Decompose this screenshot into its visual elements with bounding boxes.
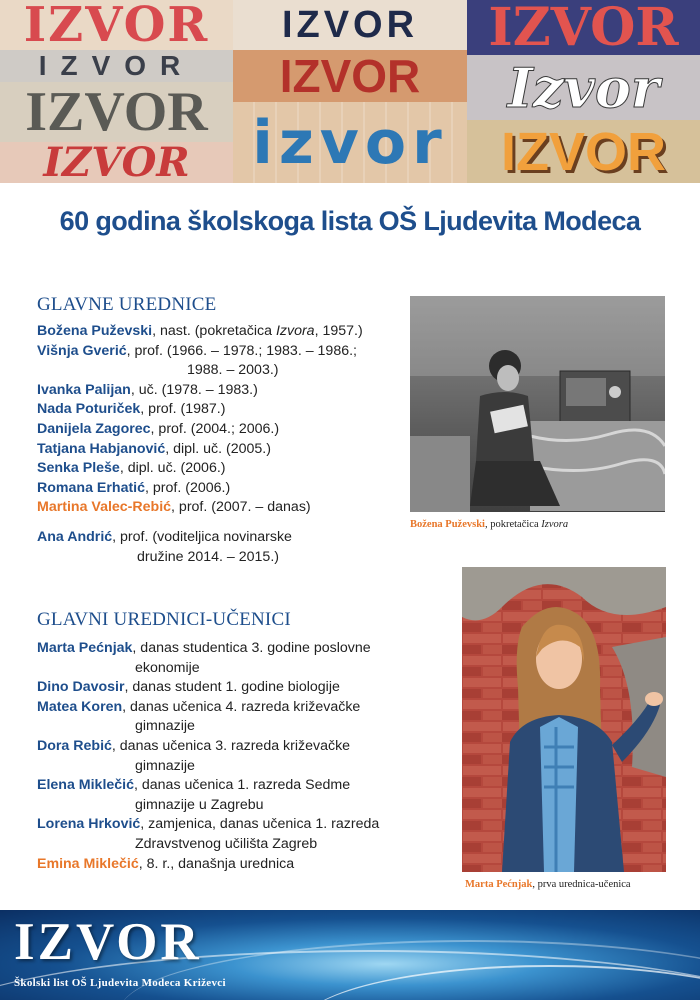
student-name: Dino Davosir [37,679,125,696]
list-item [37,815,457,854]
collage-panel-left [0,0,233,183]
list-item [37,440,397,460]
student-name: Emina Miklečić [37,855,139,872]
editor-details: , prof. (1987.) [140,401,226,418]
logo-variant: Izvor [467,55,700,120]
student-details-continued: Zdravstvenog učilišta Zagreb [135,835,318,852]
student-details-continued: gimnazije [135,757,195,774]
photo-bozena-puzevski [410,296,665,512]
collage-panel-middle [233,0,467,183]
student-details: , danas student 1. godine biologije [124,679,340,696]
editor-name: Martina Valec-Rebić [37,499,172,516]
editor-name: Višnja Gverić [37,342,127,359]
editor-name: Ana Andrić [37,528,113,545]
list-item-current [37,498,397,518]
caption-text: , prva urednica-učenica [532,879,631,890]
list-item [37,698,457,737]
editor-details: , prof. (2004.; 2006.) [150,420,280,437]
student-name: Elena Miklečić [37,777,134,794]
section-heading-students: GLAVNI UREDNICI-UČENICI [37,609,291,630]
editors-list [37,322,397,567]
caption-text: , pokretačica [484,519,542,530]
footer-banner [0,910,700,1000]
footer-logo-title: IZVOR [14,913,202,971]
photo-caption [465,879,631,890]
logo-variant: izvor [233,102,467,183]
student-name: Lorena Hrković [37,816,141,833]
editor-name: Senka Pleše [37,460,120,477]
student-details: , 8. r., današnja urednica [138,855,295,872]
student-details: , danas studentica 3. godine poslovne [132,640,371,656]
editor-name: Tatjana Habjanović [37,440,166,457]
student-name: Matea Koren [37,698,123,715]
editor-details: , dipl. uč. (2005.) [165,440,271,457]
photo-marta-pecnjak [462,567,666,872]
editor-name: Ivanka Palijan [37,381,131,398]
list-item [37,342,397,381]
editor-details: , dipl. uč. (2006.) [119,460,226,477]
page-title: 60 godina školskoga lista OŠ Ljudevita Modeca [59,206,641,236]
caption-name: Božena Puževski [410,519,485,530]
collage-panel-right [467,0,700,183]
list-item [37,381,397,401]
logo-variant: IZVOR [233,0,467,50]
logo-collage [0,0,700,183]
student-details-continued: gimnazije [135,718,195,735]
footer-subtitle: Školski list OŠ Ljudevita Modeca Križevci [14,977,226,989]
student-name: Marta Pećnjak [37,640,133,656]
editor-name: Danijela Zagorec [37,420,151,437]
logo-variant: IZVOR [0,0,233,50]
list-item [37,459,397,479]
editor-name: Romana Erhatić [37,479,146,496]
logo-variant: IZVOR [467,120,700,183]
list-item [37,678,457,698]
list-item [37,322,397,342]
logo-variant: IZVOR [467,0,700,55]
editor-details-italic: Izvora [275,323,315,339]
editor-details: , prof. (2007. – danas) [171,499,311,516]
editor-details-continued: družine 2014. – 2015.) [137,548,279,565]
list-item [37,479,397,499]
list-item [37,776,457,815]
section-heading-editors: GLAVNE UREDNICE [37,294,217,315]
editor-name: Božena Puževski [37,323,153,339]
list-item [37,420,397,440]
student-name: Dora Rebić [37,737,112,754]
student-details-continued: gimnazije u Zagrebu [135,796,264,813]
list-item-current [37,855,457,875]
logo-variant: IZVOR [0,82,233,142]
photo-illustration [410,296,665,512]
editor-details-continued: 1988. – 2003.) [187,362,279,379]
list-item [37,528,397,567]
editor-name: Nada Poturiček [37,401,141,418]
student-details: , danas učenica 3. razreda križevačke [111,737,351,754]
editor-details: , nast. (pokretačica [152,323,276,339]
editor-details: , prof. (voditeljica novinarske [112,528,292,545]
list-item [37,737,457,776]
editor-details: , prof. (1966. – 1978.; 1983. – 1986.; [126,342,357,359]
photo-caption [410,519,568,530]
editor-details: , prof. (2006.) [145,479,231,496]
editor-details: , uč. (1978. – 1983.) [130,381,258,398]
student-details: , danas učenica 4. razreda križevačke [122,698,361,715]
logo-variant: IZVOR [0,50,233,82]
student-details: , zamjenica, danas učenica 1. razreda [140,816,380,833]
student-details-continued: ekonomije [135,659,200,676]
list-item [37,400,397,420]
editor-details: , 1957.) [314,323,363,339]
logo-variant: IZVOR [233,50,467,102]
caption-name: Marta Pećnjak [465,879,533,890]
students-list [37,639,457,874]
logo-variant: IZVOR [0,142,233,183]
student-details: , danas učenica 1. razreda Sedme [134,777,351,794]
list-item [37,639,457,678]
photo-illustration [462,567,666,872]
caption-italic: Izvora [541,519,569,530]
